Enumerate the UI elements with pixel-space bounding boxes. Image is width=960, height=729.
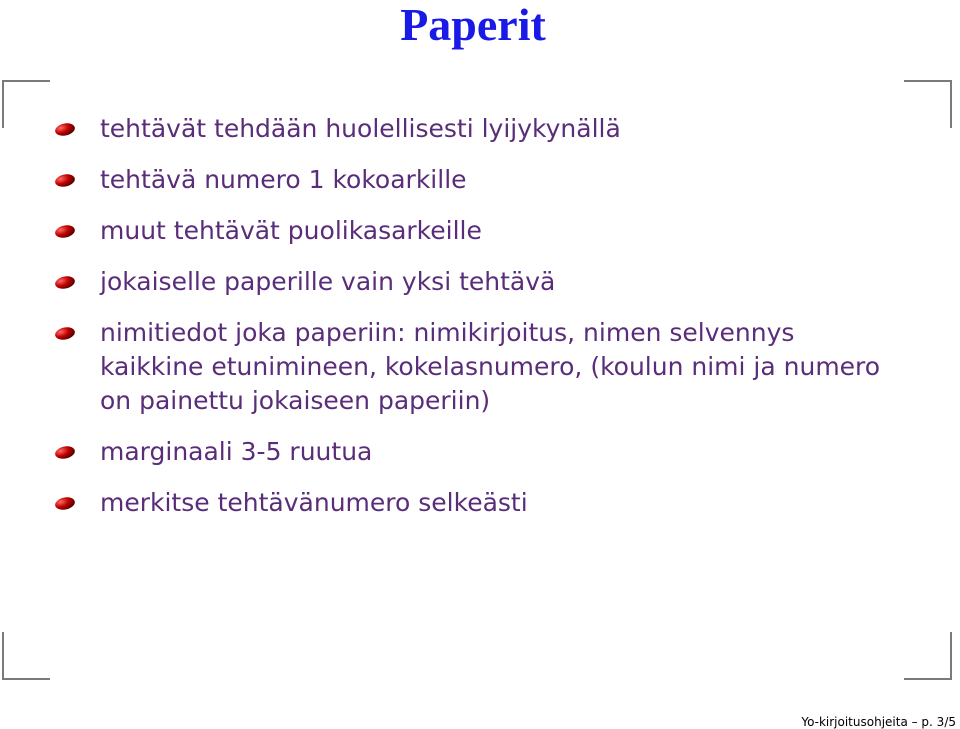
bullet-item (0, 486, 900, 520)
slide-title: Paperit (400, 0, 546, 50)
red-ball-bullet-icon (54, 327, 76, 340)
bullet-text: tehtävät tehdään huolellisesti lyijykynällä (100, 114, 621, 143)
red-ball-bullet-icon (54, 123, 76, 136)
bullet-item (0, 112, 900, 146)
red-ball-bullet-icon (54, 225, 76, 238)
bullet-text: merkitse tehtävänumero selkeästi (100, 488, 528, 517)
red-ball-bullet-icon (54, 497, 76, 510)
bullet-item (0, 435, 900, 469)
bullet-list (0, 112, 960, 537)
bullet-text: marginaali 3-5 ruutua (100, 437, 373, 466)
bullet-text: muut tehtävät puolikasarkeille (100, 216, 482, 245)
bullet-item (0, 265, 900, 299)
bullet-item (0, 163, 900, 197)
bullet-text: jokaiselle paperille vain yksi tehtävä (100, 267, 556, 296)
frame-corner-bottom-left (2, 632, 50, 680)
red-ball-bullet-icon (54, 446, 76, 459)
bullet-item (0, 214, 900, 248)
bullet-item (0, 316, 900, 418)
bullet-text: tehtävä numero 1 kokoarkille (100, 165, 467, 194)
page-footer: Yo-kirjoitusohjeita – p. 3/5 (801, 715, 956, 729)
red-ball-bullet-icon (54, 174, 76, 187)
frame-corner-bottom-right (904, 632, 952, 680)
red-ball-bullet-icon (54, 276, 76, 289)
bullet-text: nimitiedot joka paperiin: nimikirjoitus, nimen selvennys kaikkine etunimineen, kokelasnumero, (koulun nimi ja numero on painettu jokaiseen paperiin) (100, 318, 881, 415)
